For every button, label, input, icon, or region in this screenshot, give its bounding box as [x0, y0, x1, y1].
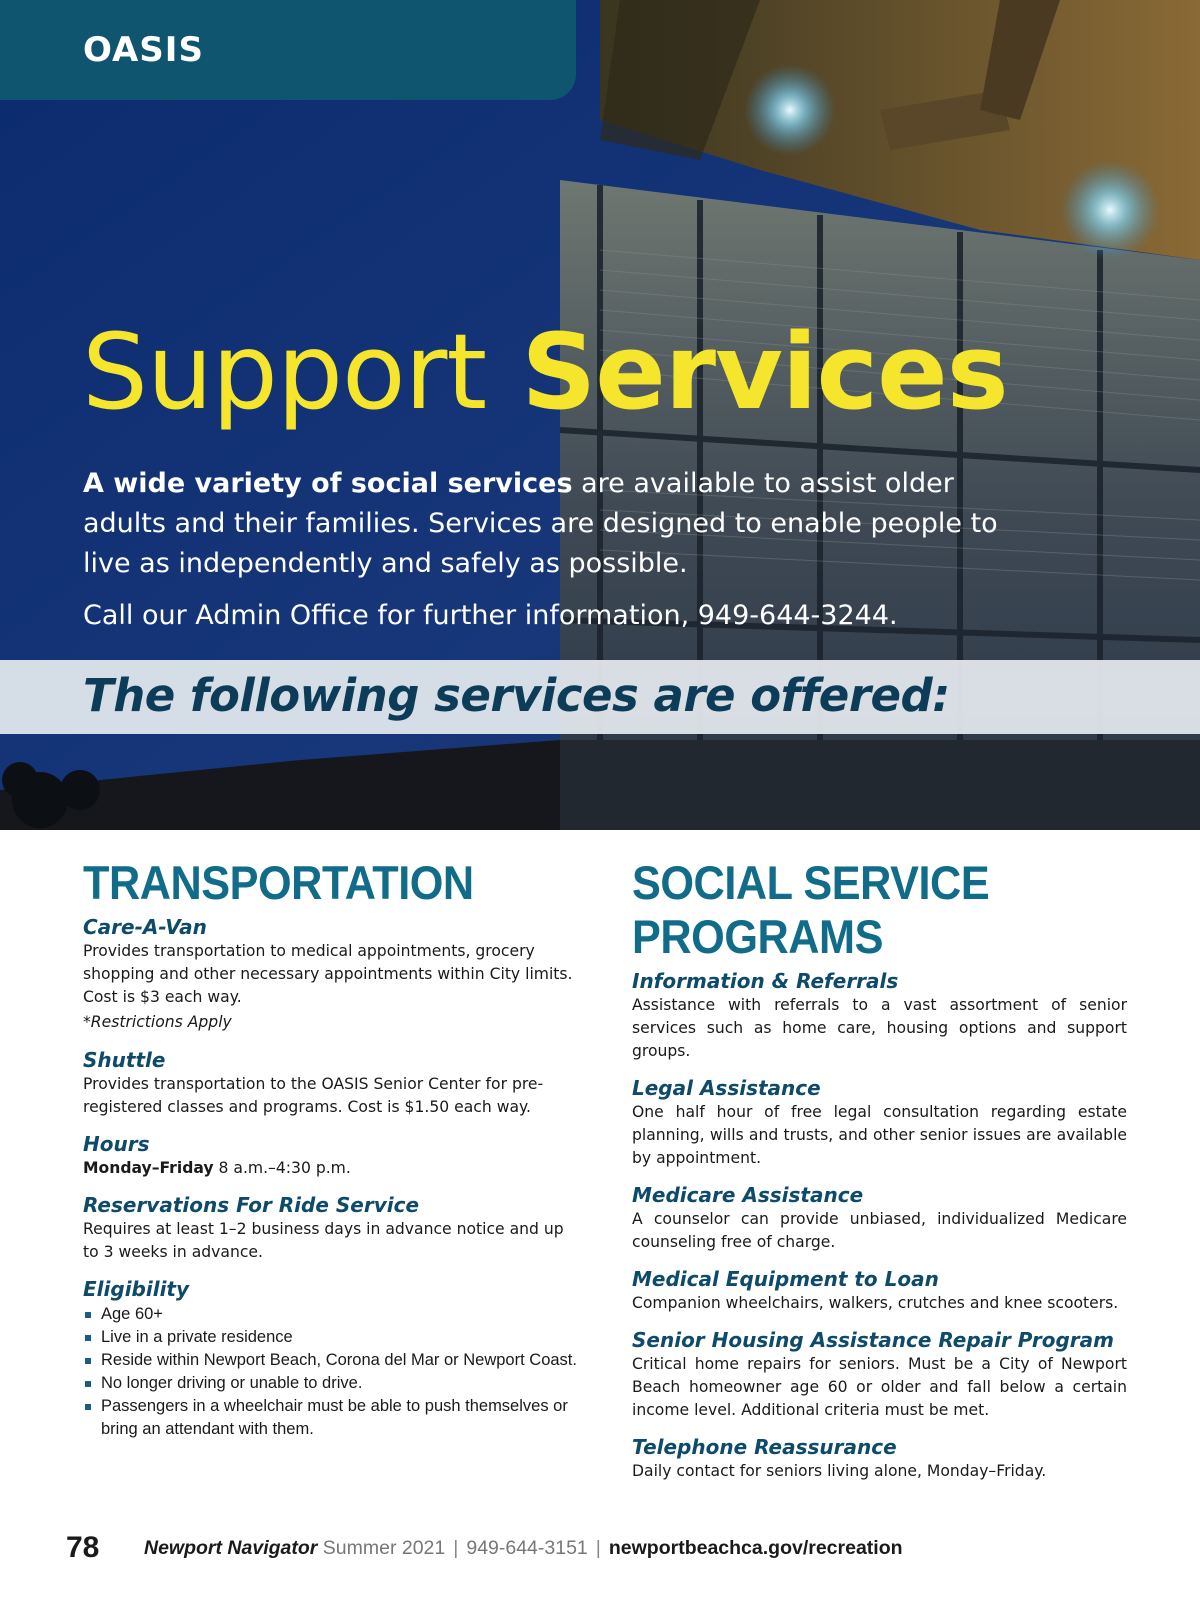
social-services-heading — [632, 856, 1087, 964]
call-admin-text: Call our Admin Office for further information, 949-644-3244. — [83, 600, 898, 631]
hours-title: Hours — [83, 1132, 150, 1156]
footer-line — [144, 1534, 903, 1562]
section-tab-label: OASIS — [83, 30, 204, 70]
list-item: Reside within Newport Beach, Corona del Mar or Newport Coast. — [83, 1349, 583, 1372]
restrictions-note: *Restrictions Apply — [83, 1013, 232, 1031]
program-title: Telephone Reassurance — [632, 1435, 897, 1459]
care-a-van-text: Provides transportation to medical appointments, grocery shopping and other necessary appointments within City limits. Cost is $3 each way. — [83, 942, 573, 1006]
list-item: Passengers in a wheelchair must be able to push themselves or bring an attendant with them. — [83, 1395, 583, 1441]
list-item: Age 60+ — [83, 1303, 583, 1326]
page-title — [82, 312, 1008, 432]
section-tab — [0, 0, 576, 100]
offered-banner — [0, 660, 1200, 734]
hours-time: 8 a.m.–4:30 p.m. — [213, 1159, 351, 1177]
page-footer — [0, 1528, 1200, 1568]
program-text: Companion wheelchairs, walkers, crutches and knee scooters. — [632, 1294, 1119, 1312]
heading-line-2: PROGRAMS — [632, 910, 883, 963]
program-title: Senior Housing Assistance Repair Program — [632, 1328, 1114, 1352]
program-title: Medical Equipment to Loan — [632, 1267, 939, 1291]
hours-text — [83, 1157, 583, 1180]
program-text: A counselor can provide unbiased, individualized Medicare counseling free of charge. — [632, 1210, 1127, 1251]
intro-paragraph — [83, 464, 1033, 584]
footer-separator: | — [595, 1537, 601, 1559]
shuttle-title: Shuttle — [83, 1048, 166, 1072]
page-number: 78 — [66, 1531, 100, 1564]
eligibility-title: Eligibility — [83, 1277, 190, 1301]
footer-separator: | — [453, 1537, 459, 1559]
list-item: No longer driving or unable to drive. — [83, 1372, 583, 1395]
shuttle-text: Provides transportation to the OASIS Senior Center for pre-registered classes and programs. Cost is $1.50 each way. — [83, 1075, 544, 1116]
heading-line-1: SOCIAL SERVICE — [632, 856, 990, 909]
program-title: Legal Assistance — [632, 1076, 821, 1100]
magazine-name: Newport Navigator — [144, 1537, 318, 1559]
reservations-title: Reservations For Ride Service — [83, 1193, 420, 1217]
title-support: Support — [82, 311, 487, 433]
offered-text: The following services are offered: — [83, 669, 950, 722]
transportation-heading: TRANSPORTATION — [83, 856, 474, 909]
social-services-column — [632, 856, 1127, 1483]
care-a-van-title: Care-A-Van — [83, 915, 207, 939]
program-text: Assistance with referrals to a vast assortment of senior services such as home care, housing options and support groups. — [632, 996, 1127, 1060]
intro-rest: are available to assist older adults and their families. Services are designed to enable people to live as independently and safely as possible. — [83, 468, 998, 579]
footer-phone: 949-644-3151 — [466, 1537, 588, 1559]
program-title: Information & Referrals — [632, 969, 899, 993]
list-item: Live in a private residence — [83, 1326, 583, 1349]
hours-days: Monday–Friday — [83, 1159, 214, 1177]
program-text: Critical home repairs for seniors. Must be a City of Newport Beach homeowner age 60 or older and fall below a certain income level. Additional criteria must be met. — [632, 1355, 1127, 1419]
program-title: Medicare Assistance — [632, 1183, 864, 1207]
program-text: Daily contact for seniors living alone, Monday–Friday. — [632, 1462, 1047, 1480]
title-services: Services — [521, 311, 1008, 433]
reservations-text: Requires at least 1–2 business days in advance notice and up to 3 weeks in advance. — [83, 1220, 564, 1261]
issue-label: Summer 2021 — [317, 1537, 446, 1559]
transportation-column — [83, 856, 583, 1441]
eligibility-list — [83, 1303, 583, 1441]
intro-lead: A wide variety of social services — [83, 468, 573, 499]
footer-url-link[interactable]: newportbeachca.gov/recreation — [608, 1537, 903, 1559]
program-text: One half hour of free legal consultation regarding estate planning, wills and trusts, and other senior issues are available by appointment. — [632, 1103, 1127, 1167]
